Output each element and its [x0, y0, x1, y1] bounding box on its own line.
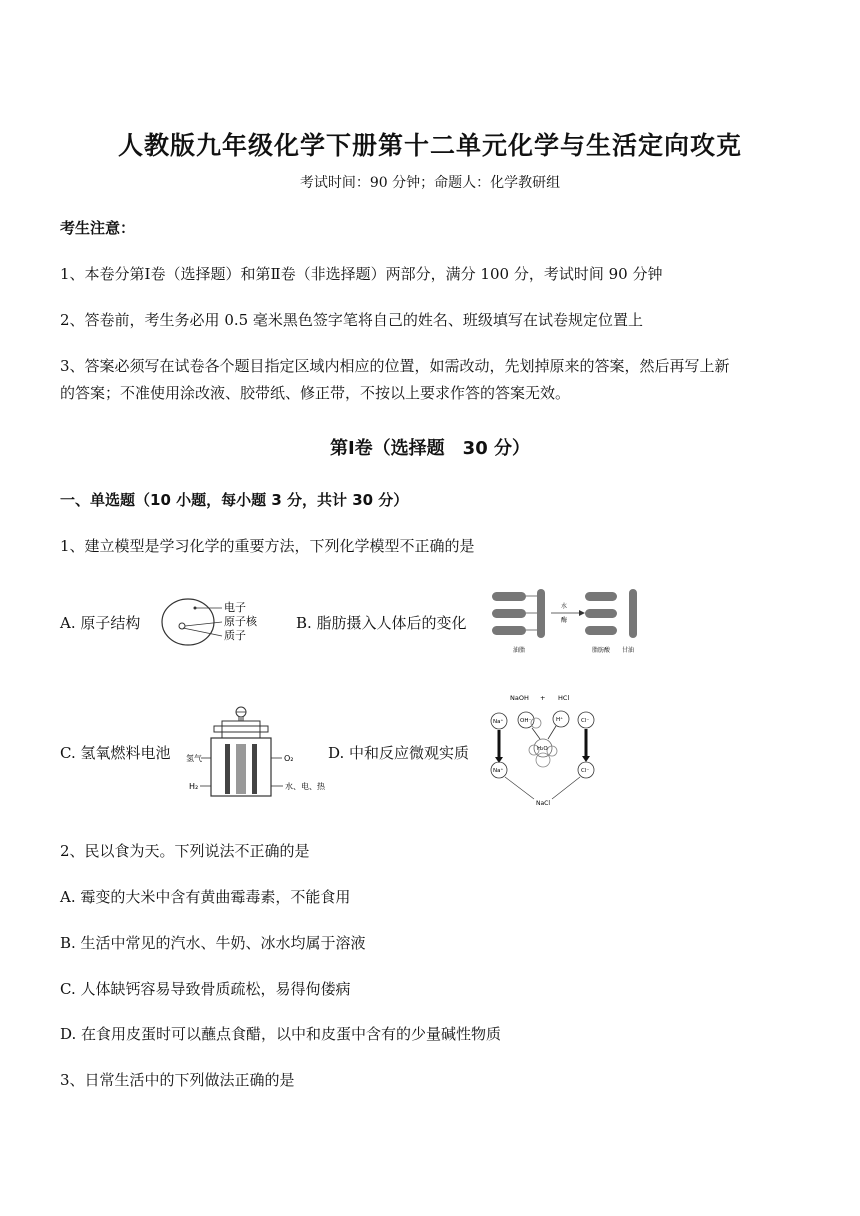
reaction-label: + — [540, 694, 546, 702]
q1-option-b[interactable]: B. 脂肪摄入人体后的变化 — [296, 614, 467, 632]
fat-label: 油脂 — [513, 647, 526, 654]
fuel-cell-label: O₂ — [284, 754, 294, 763]
ion-label: OH⁻ — [520, 718, 532, 724]
ion-label: Na⁺ — [493, 719, 504, 725]
fuel-cell-label: H₂ — [189, 782, 199, 791]
exam-subtitle: 考试时间：90 分钟；命题人：化学教研组 — [299, 175, 561, 191]
ion-label: Cl⁻ — [581, 718, 590, 724]
neutralization-figure — [486, 690, 610, 810]
reaction-label: NaOH — [510, 694, 529, 702]
q2-option-b[interactable]: B. 生活中常见的汽水、牛奶、冰水均属于溶液 — [60, 934, 366, 952]
fat-label: 脂肪酸 — [592, 647, 611, 654]
atom-structure-figure — [154, 596, 274, 648]
notice-item: 的答案；不准使用涂改液、胶带纸、修正带，不按以上要求作答的答案无效。 — [60, 384, 571, 402]
section-title: 第Ⅰ卷（选择题 30 分） — [329, 438, 530, 459]
reaction-label: HCl — [558, 694, 570, 702]
fuel-cell-figure — [186, 704, 331, 800]
q2-option-c[interactable]: C. 人体缺钙容易导致骨质疏松，易得佝偻病 — [60, 980, 351, 998]
part-title: 一、单选题（10 小题，每小题 3 分，共计 30 分） — [60, 491, 409, 509]
exam-title: 人教版九年级化学下册第十二单元化学与生活定向攻克 — [117, 131, 742, 160]
question-2-stem: 2、民以食为天。下列说法不正确的是 — [60, 842, 310, 860]
question-3-stem: 3、日常生活中的下列做法正确的是 — [60, 1071, 295, 1089]
q1-option-a[interactable]: A. 原子结构 — [60, 614, 141, 632]
ion-label: H⁺ — [556, 717, 564, 723]
fuel-cell-label: 水、电、热 — [285, 782, 325, 791]
fat-digestion-figure — [489, 585, 649, 657]
question-1-stem: 1、建立模型是学习化学的重要方法，下列化学模型不正确的是 — [60, 537, 475, 555]
q1-option-d[interactable]: D. 中和反应微观实质 — [328, 744, 470, 762]
notice-item: 3、答案必须写在试卷各个题目指定区域内相应的位置，如需改动，先划掉原来的答案，然后再写上新 — [60, 357, 730, 375]
molecule-label: H₂O — [537, 746, 548, 752]
q2-option-a[interactable]: A. 霉变的大米中含有黄曲霉毒素，不能食用 — [60, 888, 351, 906]
notice-item: 1、本卷分第Ⅰ卷（选择题）和第Ⅱ卷（非选择题）两部分，满分 100 分，考试时间 90 分钟 — [60, 265, 663, 283]
fuel-cell-label: 氢气 — [186, 754, 202, 763]
arrow-label: 酶 — [561, 617, 568, 624]
q2-option-d[interactable]: D. 在食用皮蛋时可以蘸点食醋，以中和皮蛋中含有的少量碱性物质 — [60, 1025, 502, 1043]
fat-label: 甘油 — [622, 647, 635, 654]
ion-label: Na⁺ — [493, 768, 504, 774]
atom-label: 原子核 — [224, 615, 257, 628]
q1-option-c[interactable]: C. 氢氧燃料电池 — [60, 744, 171, 762]
product-label: NaCl — [536, 800, 551, 807]
arrow-label: 水 — [561, 603, 568, 610]
atom-label: 质子 — [224, 629, 246, 642]
notice-item: 2、答卷前，考生务必用 0.5 毫米黑色签字笔将自己的姓名、班级填写在试卷规定位置上 — [60, 311, 643, 329]
atom-label: 电子 — [224, 601, 246, 614]
notice-heading: 考生注意： — [60, 219, 136, 237]
ion-label: Cl⁻ — [581, 768, 590, 774]
